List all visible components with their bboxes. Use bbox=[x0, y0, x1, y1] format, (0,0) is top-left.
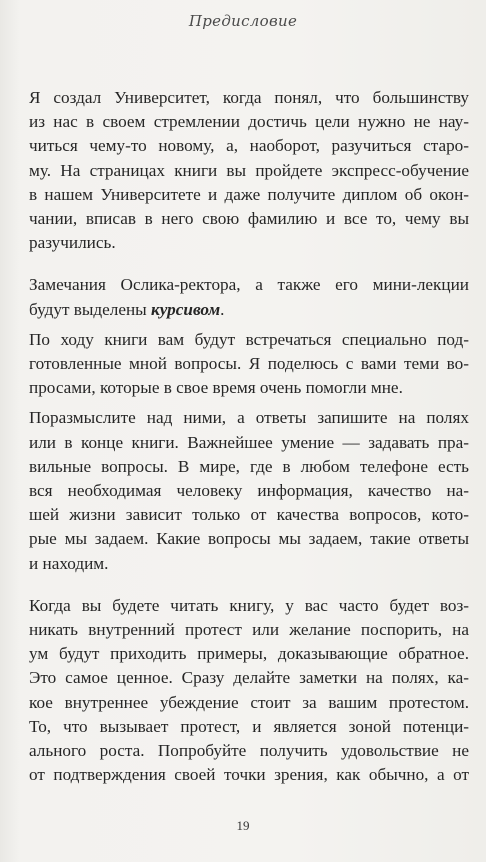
text-line: По ходу книги вам будут встречаться специально под- bbox=[29, 329, 469, 349]
text-line: шей жизни зависит только от качества вопросов, кото- bbox=[29, 505, 469, 525]
text-line: Поразмыслите над ними, а ответы запишите на полях bbox=[29, 408, 469, 428]
text-line: от подтверждения своей точки зрения, как обычно, а от bbox=[29, 765, 469, 785]
text-line: в нашем Университете и даже получите диплом об окон- bbox=[29, 184, 469, 204]
text-line: ального роста. Попробуйте получить удовольствие не bbox=[29, 741, 469, 761]
text-line: Когда вы будете читать книгу, у вас часто будет воз- bbox=[29, 595, 469, 615]
text-line: Это самое ценное. Сразу делайте заметки на полях, ка- bbox=[29, 668, 469, 688]
text-line: То, что вызывает протест, и является зоной потенци- bbox=[29, 716, 469, 736]
text-line: просами, которые в свое время очень помогли мне. bbox=[29, 378, 403, 398]
text-line: рые мы задаем. Какие вопросы мы задаем, такие ответы bbox=[29, 529, 469, 549]
page-number: 19 bbox=[236, 818, 250, 833]
text-line: чании, вписав в него свою фамилию и все то, чему вы bbox=[29, 209, 469, 229]
paragraph-1 bbox=[29, 86, 469, 255]
text-fragment: . bbox=[220, 299, 225, 319]
text-line: му. На страницах книги вы пройдете экспресс-обучение bbox=[29, 160, 469, 180]
text-line: никать внутренний протест или желание поспорить, на bbox=[29, 620, 469, 640]
text-line: Я создал Университет, когда понял, что большинству bbox=[29, 88, 469, 107]
paragraph-5 bbox=[29, 594, 469, 788]
text-line: ум будут приходить примеры, доказывающие обратное. bbox=[29, 644, 469, 664]
text-line: Замечания Ослика-ректора, а также его мини-лекции bbox=[29, 275, 469, 295]
paragraph-2 bbox=[29, 273, 469, 321]
text-line: и находим. bbox=[29, 553, 109, 573]
text-line: вильные вопросы. В мире, где в любом телефоне есть bbox=[29, 456, 469, 476]
text-line: вся необходимая человеку информация, качество на- bbox=[29, 481, 469, 501]
text-fragment: будут выделены bbox=[29, 299, 152, 319]
body-text bbox=[29, 86, 469, 787]
paragraph-3 bbox=[29, 328, 469, 401]
text-line: разучились. bbox=[29, 233, 116, 253]
text-line: готовленные мной вопросы. Я поделюсь с вами теми во- bbox=[29, 354, 469, 374]
running-head: Предисловие bbox=[188, 12, 298, 30]
text-line: читься чему-то новому, а, наоборот, разучиться старо- bbox=[29, 136, 469, 156]
text-line-with-emphasis bbox=[29, 298, 469, 322]
paragraph-4 bbox=[29, 406, 469, 575]
text-line: из нас в своем стремлении достичь цели нужно не нау- bbox=[29, 112, 469, 132]
emphasis-word: курсивом bbox=[151, 299, 221, 319]
text-line: кое внутреннее убеждение стоит за вашим протестом. bbox=[29, 692, 469, 712]
text-line: или в конце книги. Важнейшее умение — задавать пра- bbox=[29, 432, 469, 452]
